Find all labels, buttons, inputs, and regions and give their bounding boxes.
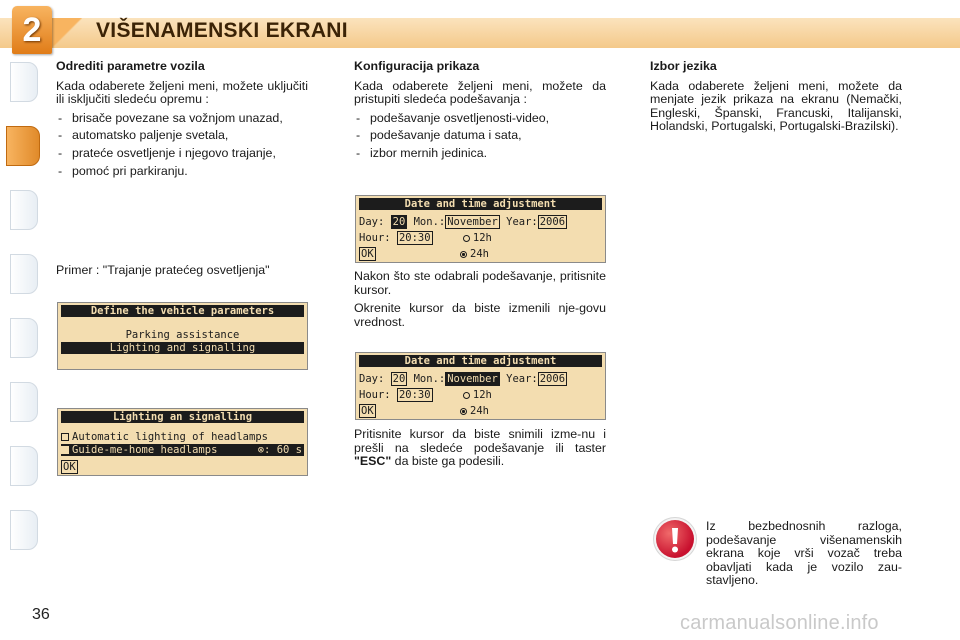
lcd-title: Date and time adjustment	[359, 355, 602, 367]
chapter-tab-7	[10, 446, 38, 486]
paragraph: Kada odaberete željeni meni, možete da pristupiti sledeća podešavanja :	[354, 78, 606, 107]
page-number: 36	[32, 606, 50, 623]
option-list	[56, 112, 308, 178]
lcd-mon-label: Mon.:	[413, 373, 446, 385]
chapter-tab-8	[10, 510, 38, 550]
lcd-24h: 24h	[470, 248, 489, 260]
lcd-day-value: 20	[392, 216, 406, 228]
column-2-text-b	[354, 270, 606, 334]
lcd-option-value: ⊗: 60 s	[257, 444, 302, 456]
lcd-date-time-month	[355, 352, 606, 420]
chapter-tab-3	[10, 190, 38, 230]
lcd-year-label: Year:	[506, 373, 538, 385]
lcd-option-row-selected	[61, 444, 304, 456]
radio-icon	[463, 392, 470, 399]
paragraph: Okrenite kursor da biste izmenili nje-govu vrednost.	[354, 301, 606, 329]
lcd-hour-label: Hour:	[359, 232, 391, 244]
list-item: - prateće osvetljenje i njegovo trajanje,	[56, 147, 308, 161]
list-item: - pomoć pri parkiranju.	[56, 165, 308, 179]
lcd-option-label: Automatic lighting of headlamps	[72, 431, 268, 443]
radio-selected-icon	[460, 408, 467, 415]
save-instruction: Pritisnite kursor da biste snimili izme-nu i prešli na sledeće podešavanje ili taster	[354, 427, 606, 455]
save-instruction-end: da biste ga podesili.	[391, 454, 505, 469]
lcd-hour-label: Hour:	[359, 389, 391, 401]
lcd-12h: 12h	[472, 232, 492, 244]
example-caption: Primer : "Trajanje pratećeg osvetljenja"	[56, 263, 270, 277]
lcd-ok-row	[359, 248, 604, 260]
lcd-hour-value: 20:30	[398, 389, 431, 401]
lcd-mon-value: November	[447, 373, 498, 385]
lcd-date-row	[359, 216, 567, 228]
lcd-ok-row	[359, 405, 604, 417]
exclamation-icon	[656, 520, 694, 558]
lcd-lighting-signalling	[57, 408, 308, 476]
lcd-date-time-day	[355, 195, 606, 263]
chapter-tab-5	[10, 318, 38, 358]
list-item: - brisače povezane sa vožnjom unazad,	[56, 112, 308, 126]
checked-box-icon	[61, 446, 69, 454]
chapter-tabs	[6, 62, 40, 582]
lcd-ok-row	[61, 461, 78, 473]
watermark: carmanualsonline.info	[680, 612, 879, 634]
chapter-tab-2-active	[6, 126, 40, 166]
lcd-ok-button: OK	[361, 405, 374, 417]
lcd-option-label: Guide-me-home headlamps	[72, 444, 218, 456]
lcd-menu-item-selected: Lighting and signalling	[61, 342, 304, 354]
chapter-tab-1	[10, 62, 38, 102]
column-language	[650, 60, 902, 139]
chapter-number: 2	[12, 6, 52, 54]
paragraph	[354, 428, 606, 469]
lcd-day-label: Day:	[359, 373, 385, 385]
esc-key-label: "ESC"	[354, 454, 392, 469]
chapter-tab-4	[10, 254, 38, 294]
section-heading: Odrediti parametre vozila	[56, 59, 205, 73]
column-2-text-c	[354, 428, 606, 474]
column-display-config	[354, 60, 606, 165]
list-item: - automatsko paljenje svetala,	[56, 129, 308, 143]
header-notch	[52, 18, 82, 48]
lcd-hour-value: 20:30	[398, 232, 431, 244]
lcd-vehicle-parameters	[57, 302, 308, 370]
lcd-date-row	[359, 373, 567, 385]
lcd-hour-row	[359, 389, 492, 401]
lcd-24h: 24h	[470, 405, 489, 417]
lcd-option-row	[61, 431, 268, 443]
lcd-day-label: Day:	[359, 216, 385, 228]
lcd-title: Date and time adjustment	[359, 198, 602, 210]
paragraph: Kada odaberete željeni meni, možete da menjate jezik prikaza na ekranu (Nemački, Engleski, Španski, Francuski, Italijanski, Holandski, Portugalski, Portugalski-Brazilski).	[650, 78, 902, 134]
lcd-title: Lighting an signalling	[61, 411, 304, 423]
radio-icon	[463, 235, 470, 242]
checkbox-icon	[61, 433, 69, 441]
lcd-year-value: 2006	[539, 373, 566, 385]
lcd-year-label: Year:	[506, 216, 538, 228]
list-item: - izbor mernih jedinica.	[354, 147, 606, 161]
paragraph: Nakon što ste odabrali podešavanje, pritisnite kursor.	[354, 269, 606, 297]
lcd-12h: 12h	[472, 389, 492, 401]
warning-text: Iz bezbednosnih razloga, podešavanje višenamenskih ekrana koje vrši vozač treba obavljati kada je vozilo zau-stavljeno.	[706, 519, 902, 588]
lcd-menu-item: Parking assistance	[125, 329, 240, 341]
paragraph: Kada odaberete željeni meni, možete uključiti ili isključiti sledeću opremu :	[56, 78, 308, 107]
list-item: - podešavanje datuma i sata,	[354, 129, 606, 143]
lcd-year-value: 2006	[539, 216, 566, 228]
section-heading: Izbor jezika	[650, 59, 717, 73]
exclamation-glyph	[656, 520, 694, 558]
lcd-day-value: 20	[392, 373, 406, 385]
lcd-mon-label: Mon.:	[413, 216, 446, 228]
lcd-mon-value: November	[447, 216, 498, 228]
lcd-ok-button: OK	[63, 461, 76, 473]
chapter-tab-6	[10, 382, 38, 422]
page-title: VIŠENAMENSKI EKRANI	[96, 19, 348, 42]
lcd-hour-row	[359, 232, 492, 244]
lcd-title: Define the vehicle parameters	[61, 305, 304, 317]
option-list	[354, 112, 606, 161]
lcd-ok-button: OK	[361, 248, 374, 260]
radio-selected-icon	[460, 251, 467, 258]
section-heading: Konfiguracija prikaza	[354, 59, 480, 73]
column-vehicle-parameters	[56, 60, 308, 182]
list-item: - podešavanje osvetljenosti-video,	[354, 112, 606, 126]
